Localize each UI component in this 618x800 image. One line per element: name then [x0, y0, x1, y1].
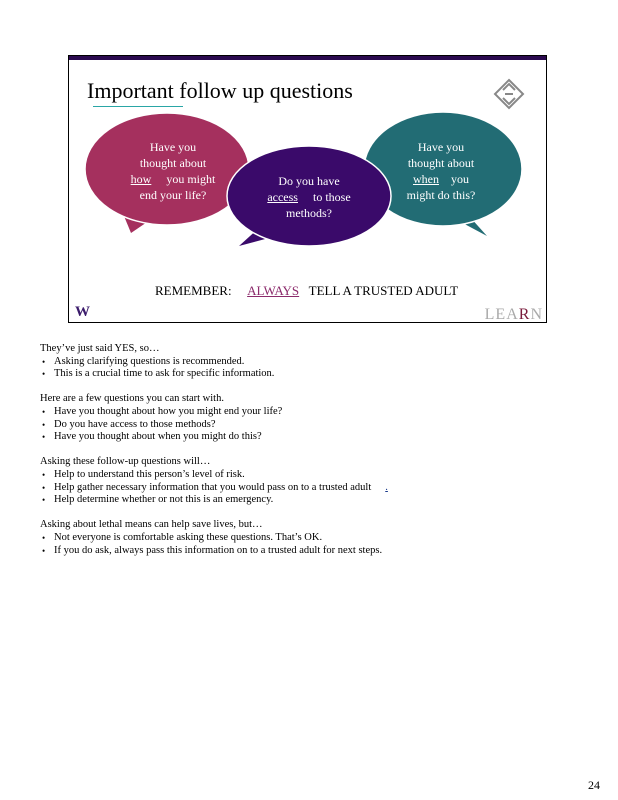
remember-suffix: TELL A TRUSTED ADULT: [308, 283, 459, 298]
notes-heading-1: They’ve just said YES, so…: [40, 343, 160, 354]
bubble-left-line1: Have you: [149, 140, 197, 154]
uw-logo: W: [75, 304, 88, 320]
bubble-left-line3: you might: [166, 172, 216, 186]
list-item: • Not everyone is comfortable asking these questions. That’s OK.: [40, 532, 560, 545]
bubble-left-line2: thought about: [139, 156, 207, 170]
bubble-left-text: [113, 139, 233, 203]
bubble-middle-line1: Do you have: [278, 174, 340, 188]
list-item: [40, 482, 560, 495]
learn-logo: [485, 306, 543, 324]
learn-logo-pre: LEA: [484, 306, 519, 323]
list-item: • Have you thought about when you might do this?: [40, 431, 560, 444]
notes-list-2: [40, 406, 560, 444]
remember-prefix: REMEMBER:: [155, 283, 232, 298]
notes-heading-2: Here are a few questions you can start with.: [40, 393, 224, 405]
bubble-right-line2: thought about: [407, 156, 475, 170]
bubble-right-text: [381, 139, 501, 203]
slide-title: Important follow up questions: [87, 78, 353, 103]
list-item: • If you do ask, always pass this information on to a trusted adult for next steps.: [40, 545, 560, 558]
list-item: • This is a crucial time to ask for specific information.: [40, 368, 560, 381]
learn-logo-r: R: [518, 306, 531, 323]
bubble-middle-line3: methods?: [286, 206, 332, 220]
notes-list-1: [40, 356, 560, 381]
bubble-right-keyword: when: [413, 172, 439, 186]
list-item: • Help determine whether or not this is an emergency.: [40, 494, 560, 507]
notes-heading-4: Asking about lethal means can help save lives, but…: [40, 519, 263, 531]
bubble-left-keyword: how: [130, 172, 152, 186]
page-number: 24: [588, 778, 600, 792]
list-item: • Have you thought about how you might end your life?: [40, 406, 560, 419]
list-item-text: Help gather necessary information that you would pass on to a trusted adult: [54, 481, 372, 493]
bubble-right-line1: Have you: [417, 140, 465, 154]
bubble-middle-keyword: access: [267, 190, 298, 204]
slide: [68, 55, 547, 323]
bubble-middle-text: [249, 173, 369, 221]
speaker-notes: [40, 343, 560, 557]
bubble-middle-line2: to those: [312, 190, 351, 204]
notes-list-3: [40, 469, 560, 507]
list-item-tail: .: [385, 481, 388, 493]
list-item: • Asking clarifying questions is recommended.: [40, 356, 560, 369]
bubble-right-line4: might do this?: [406, 188, 476, 202]
list-item: • Do you have access to those methods?: [40, 419, 560, 432]
list-item: • Help to understand this person’s level of risk.: [40, 469, 560, 482]
bubble-right-line3: you: [451, 172, 469, 186]
notes-heading-3: Asking these follow-up questions will…: [40, 456, 211, 468]
remember-line: [155, 283, 458, 299]
learn-logo-post: N: [530, 306, 543, 323]
notes-list-4: [40, 532, 560, 557]
remember-always: ALWAYS: [247, 283, 300, 298]
bubble-left-line4: end your life?: [139, 188, 207, 202]
